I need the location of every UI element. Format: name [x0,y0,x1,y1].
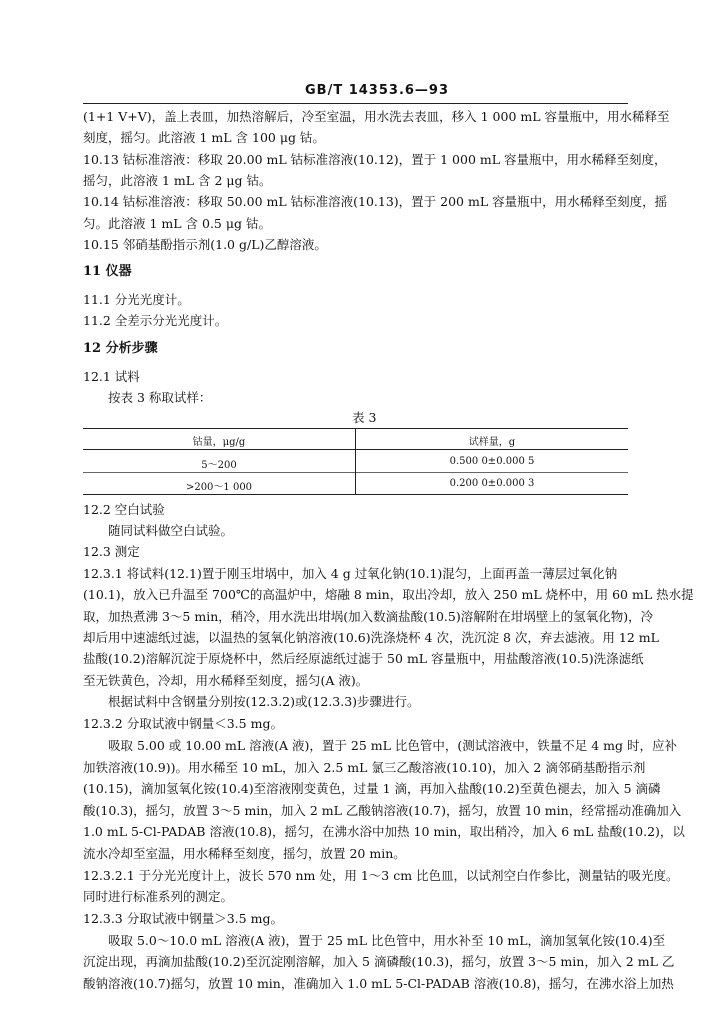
text-line: 11.2 全差示分光光度计。 [83,313,228,328]
text-line: 摇匀，此溶液 1 mL 含 2 μg 钴。 [83,173,272,188]
text-line: 沉淀出现，再滴加盐酸(10.2)至沉淀刚溶解，加入 5 滴磷酸(10.3)，摇匀，放置 3～5 min，加入 2 mL 乙 [83,954,675,969]
text-line: 12.3.2 分取试液中钢量＜3.5 mg。 [83,716,283,731]
text-line: 吸取 5.0～10.0 mL 溶液(A 液)，置于 25 mL 比色管中，用水补至 10 mL，滴加氢氧化铵(10.4)至 [108,933,666,948]
table-header-sample-mass: 试样量，g [468,437,516,448]
text-line: 1.0 mL 5-Cl-PADAB 溶液(10.8)，摇匀，在沸水浴中加热 10 min，取出稍冷，加入 6 mL 盐酸(10.2)，以 [83,824,685,839]
text-line: 吸取 5.00 或 10.00 mL 溶液(A 液)，置于 25 mL 比色管中，(测试溶液中，铁量不足 4 mg 时，应补 [108,738,677,753]
text-line: 12.2 空白试验 [83,502,165,517]
table-cell: 5～200 [201,460,237,471]
text-line: 却后用中速滤纸过滤，以温热的氢氧化钠溶液(10.6)洗涤烧杯 4 次，洗沉淀 8 次，弃去滤液。用 12 mL [83,630,659,645]
header-rule [83,103,628,104]
text-line: 11.1 分光光度计。 [83,292,190,307]
text-line: 10.15 邻硝基酚指示剂(1.0 g/L)乙醇溶液。 [83,237,327,252]
text-line: (1+1 V+V)，盖上表皿，加热溶解后，冷至室温，用水洗去表皿，移入 1 000 mL 容量瓶中，用水稀释至 [83,109,670,124]
text-line: 盐酸(10.2)溶解沉淀于原烧杯中，然后经原滤纸过滤于 50 mL 容量瓶中，用盐酸溶液(10.5)洗涤滤纸 [83,651,644,666]
text-line: 匀。此溶液 1 mL 含 0.5 μg 钴。 [83,216,271,231]
text-line: 随同试料做空白试验。 [108,523,234,538]
table-header-cobalt: 钴量，μg/g [192,437,246,448]
text-line: 11 仪器 [83,264,132,279]
text-line: (10.15)，滴加氢氧化铵(10.4)至溶液刚变黄色，过量 1 滴，再加入盐酸(10.2)至黄色褪去，加入 5 滴磷 [83,781,661,796]
table-column-rule [355,428,356,494]
text-line: 酸(10.3)，摇匀，放置 3～5 min，加入 2 mL 乙酸钠溶液(10.7)，摇匀，放置 10 min，经常摇动准确加入 [83,803,682,818]
table-cell: 0.200 0±0.000 3 [449,478,535,489]
table-cell: >200～1 000 [185,482,253,493]
text-line: 至无铁黄色，冷却，用水稀释至刻度，摇匀(A 液)。 [83,673,369,688]
text-line: 按表 3 称取试样： [108,390,212,405]
text-line: 酸钠溶液(10.7)摇匀，放置 10 min，准确加入 1.0 mL 5-Cl-PADAB 溶液(10.8)，摇匀，在沸水浴上加热 [83,976,674,991]
text-line: 12.1 试料 [83,369,140,384]
text-line: 取，加热煮沸 3～5 min，稍冷，用水洗出坩埚(加入数滴盐酸(10.5)溶解附在坩埚壁上的氢氧化物)，冷 [83,609,654,624]
table-bottom-rule [83,494,628,495]
text-line: 表 3 [352,410,377,425]
text-line: 加铁溶液(10.9))。用水稀至 10 mL，加入 2.5 mL 氯三乙酸溶液(10.10)，加入 2 滴邻硝基酚指示剂 [83,760,646,775]
text-line: 流水冷却至室温，用水稀释至刻度，摇匀，放置 20 min。 [83,846,406,861]
text-line: 12.3 测定 [83,544,140,559]
text-line: (10.1)，放入已升温至 700℃的高温炉中，熔融 8 min，取出冷却，放入 250 mL 烧杯中，用 60 mL 热水提 [83,587,694,602]
text-line: 12.3.1 将试料(12.1)置于刚玉坩埚中，加入 4 g 过氧化钠(10.1)混匀，上面再盖一薄层过氧化钠 [83,566,618,581]
text-line: 根据试料中含钢量分别按(12.3.2)或(12.3.3)步骤进行。 [108,694,420,709]
text-line: 10.13 钴标准溶液：移取 20.00 mL 钴标准溶液(10.12)，置于 1 000 mL 容量瓶中，用水稀释至刻度， [83,152,667,167]
page-header: GB/T 14353.6—93 [305,83,450,98]
text-line: 同时进行标准系列的测定。 [83,889,234,904]
text-line: 10.14 钴标准溶液：移取 50.00 mL 钴标准溶液(10.13)，置于 200 mL 容量瓶中，用水稀释至刻度，摇 [83,194,668,209]
text-line: 12.3.3 分取试液中钢量＞3.5 mg。 [83,911,283,926]
table-cell: 0.500 0±0.000 5 [449,456,535,467]
text-line: 刻度，摇匀。此溶液 1 mL 含 100 μg 钴。 [83,130,325,145]
text-line: 12.3.2.1 于分光光度计上，波长 570 nm 处，用 1～3 cm 比色皿，以试剂空白作参比，测量钴的吸光度。 [83,868,679,883]
text-line: 12 分析步骤 [83,341,158,356]
